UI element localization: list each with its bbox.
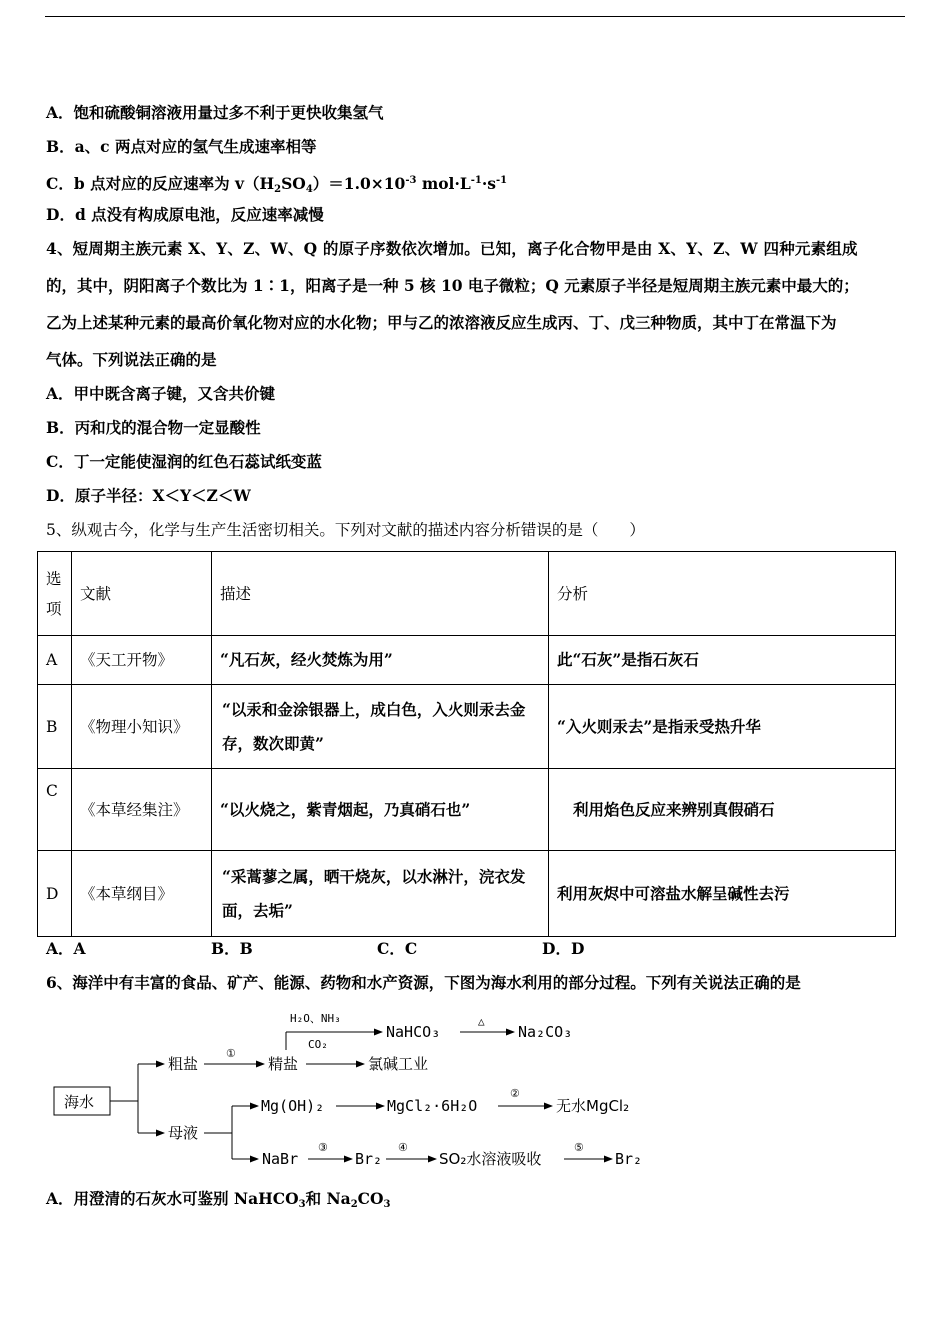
q5-answer-b: B．B	[211, 939, 253, 958]
q4-option-b: B．丙和戊的混合物一定显酸性	[46, 418, 261, 437]
row-analysis: 利用灰烬中可溶盐水解呈碱性去污	[549, 851, 896, 937]
header-analysis: 分析	[549, 552, 896, 636]
table-header-row	[38, 552, 896, 636]
row-analysis: “入火则汞去”是指汞受热升华	[549, 685, 896, 769]
reagent-co2: CO₂	[308, 1038, 328, 1051]
crude-salt-label: 粗盐	[168, 1055, 199, 1073]
mgcl2-hydrate-label: MgCl₂·6H₂O	[387, 1097, 478, 1115]
row-description: “以火烧之，紫青烟起，乃真硝石也”	[212, 769, 549, 851]
table-row	[38, 685, 896, 769]
row-description: “凡石灰，经火焚炼为用”	[212, 636, 549, 685]
row-source: 《物理小知识》	[72, 685, 212, 769]
q4-stem-line-2: 的，其中，阴阳离子个数比为 1∶1，阳离子是一种 5 核 10 电子微粒；Q 元素原子半径是短周期主族元素中最大的；	[46, 276, 859, 295]
mgoh2-label: Mg(OH)₂	[261, 1097, 325, 1115]
q6-option-a: A．用澄清的石灰水可鉴别 NaHCO$_3$和 $Na_2CO_3$	[46, 1189, 391, 1210]
q5-answer-d: D．D	[542, 939, 585, 958]
q6-stem: 6、海洋中有丰富的食品、矿产、能源、药物和水产资源，下图为海水利用的部分过程。下列有关说法正确的是	[46, 973, 801, 992]
row-option: B	[38, 685, 72, 769]
header-source: 文献	[72, 552, 212, 636]
row-source: 《本草纲目》	[72, 851, 212, 937]
row-option: C	[38, 769, 72, 851]
reagents-top: H₂O、NH₃	[290, 1012, 341, 1025]
row-description: “以汞和金涂银器上，成白色，入火则汞去金存，数次即黄”	[212, 685, 549, 769]
seawater-utilization-diagram	[46, 1005, 686, 1177]
q4-stem-line-1: 4、短周期主族元素 X、Y、Z、W、Q 的原子序数依次增加。已知，离子化合物甲是由 X、Y、Z、W 四种元素组成	[46, 239, 858, 258]
nabr-label: NaBr	[262, 1150, 299, 1168]
table-row	[38, 636, 896, 685]
table-row	[38, 851, 896, 937]
row-option: D	[38, 851, 72, 937]
row-description: “采蒿蓼之属，晒干烧灰，以水淋汁，浣衣发面，去垢”	[212, 851, 549, 937]
na2co3-label: Na₂CO₃	[518, 1023, 573, 1041]
step4-marker: ④	[398, 1141, 408, 1154]
row-analysis: 此“石灰”是指石灰石	[549, 636, 896, 685]
q5-stem: 5、纵观古今，化学与生产生活密切相关。下列对文献的描述内容分析错误的是（ ）	[46, 521, 645, 539]
row-analysis: 利用焰色反应来辨别真假硝石	[549, 769, 896, 851]
nahco3-label: NaHCO₃	[386, 1023, 441, 1041]
q5-answer-a: A．A	[46, 939, 86, 958]
seawater-label: 海水	[64, 1093, 95, 1111]
q5-answer-options	[46, 938, 846, 960]
q3-option-c: C．b 点对应的反应速率为 $v(H_2SO_4)=1.0\times 10^{-3}$ $mol\cdot L^{-1}\cdot s^{-1}$	[46, 174, 508, 195]
so2-absorption-label: SO₂水溶液吸收	[439, 1150, 542, 1168]
row-option: A	[38, 636, 72, 685]
refined-salt-label: 精盐	[268, 1055, 299, 1073]
row-source: 《本草经集注》	[72, 769, 212, 851]
literature-analysis-table	[37, 551, 896, 937]
q4-stem-line-4: 气体。下列说法正确的是	[46, 350, 217, 369]
anhydrous-mgcl2-label: 无水MgCl₂	[556, 1097, 630, 1115]
step1-marker: ①	[226, 1047, 236, 1060]
header-rule	[45, 16, 905, 17]
table-row	[38, 769, 896, 851]
q4-stem-line-3: 乙为上述某种元素的最高价氧化物对应的水化物；甲与乙的浓溶液反应生成丙、丁、戊三种物质，其中丁在常温下为	[46, 313, 837, 332]
q4-option-d: D．原子半径：X＜Y＜Z＜W	[46, 486, 251, 505]
q3-option-a: A．饱和硫酸铜溶液用量过多不利于更快收集氢气	[46, 103, 384, 122]
header-option: 选项	[38, 552, 72, 636]
heat-symbol: △	[478, 1015, 485, 1028]
br2-label-b: Br₂	[615, 1150, 643, 1168]
q3-option-d: D．d 点没有构成原电池，反应速率减慢	[46, 205, 324, 224]
step2-marker: ②	[510, 1087, 520, 1100]
header-description: 描述	[212, 552, 549, 636]
step5-marker: ⑤	[574, 1141, 584, 1154]
q4-option-c: C．丁一定能使湿润的红色石蕊试纸变蓝	[46, 452, 322, 471]
q5-answer-c: C．C	[377, 939, 418, 958]
chlor-alkali-label: 氯碱工业	[368, 1055, 429, 1073]
mother-liquor-label: 母液	[168, 1124, 199, 1142]
row-source: 《天工开物》	[72, 636, 212, 685]
step3-marker: ③	[318, 1141, 328, 1154]
br2-label-a: Br₂	[355, 1150, 383, 1168]
q4-option-a: A．甲中既含离子键，又含共价键	[46, 384, 276, 403]
q3-option-b: B．a、c 两点对应的氢气生成速率相等	[46, 137, 317, 156]
